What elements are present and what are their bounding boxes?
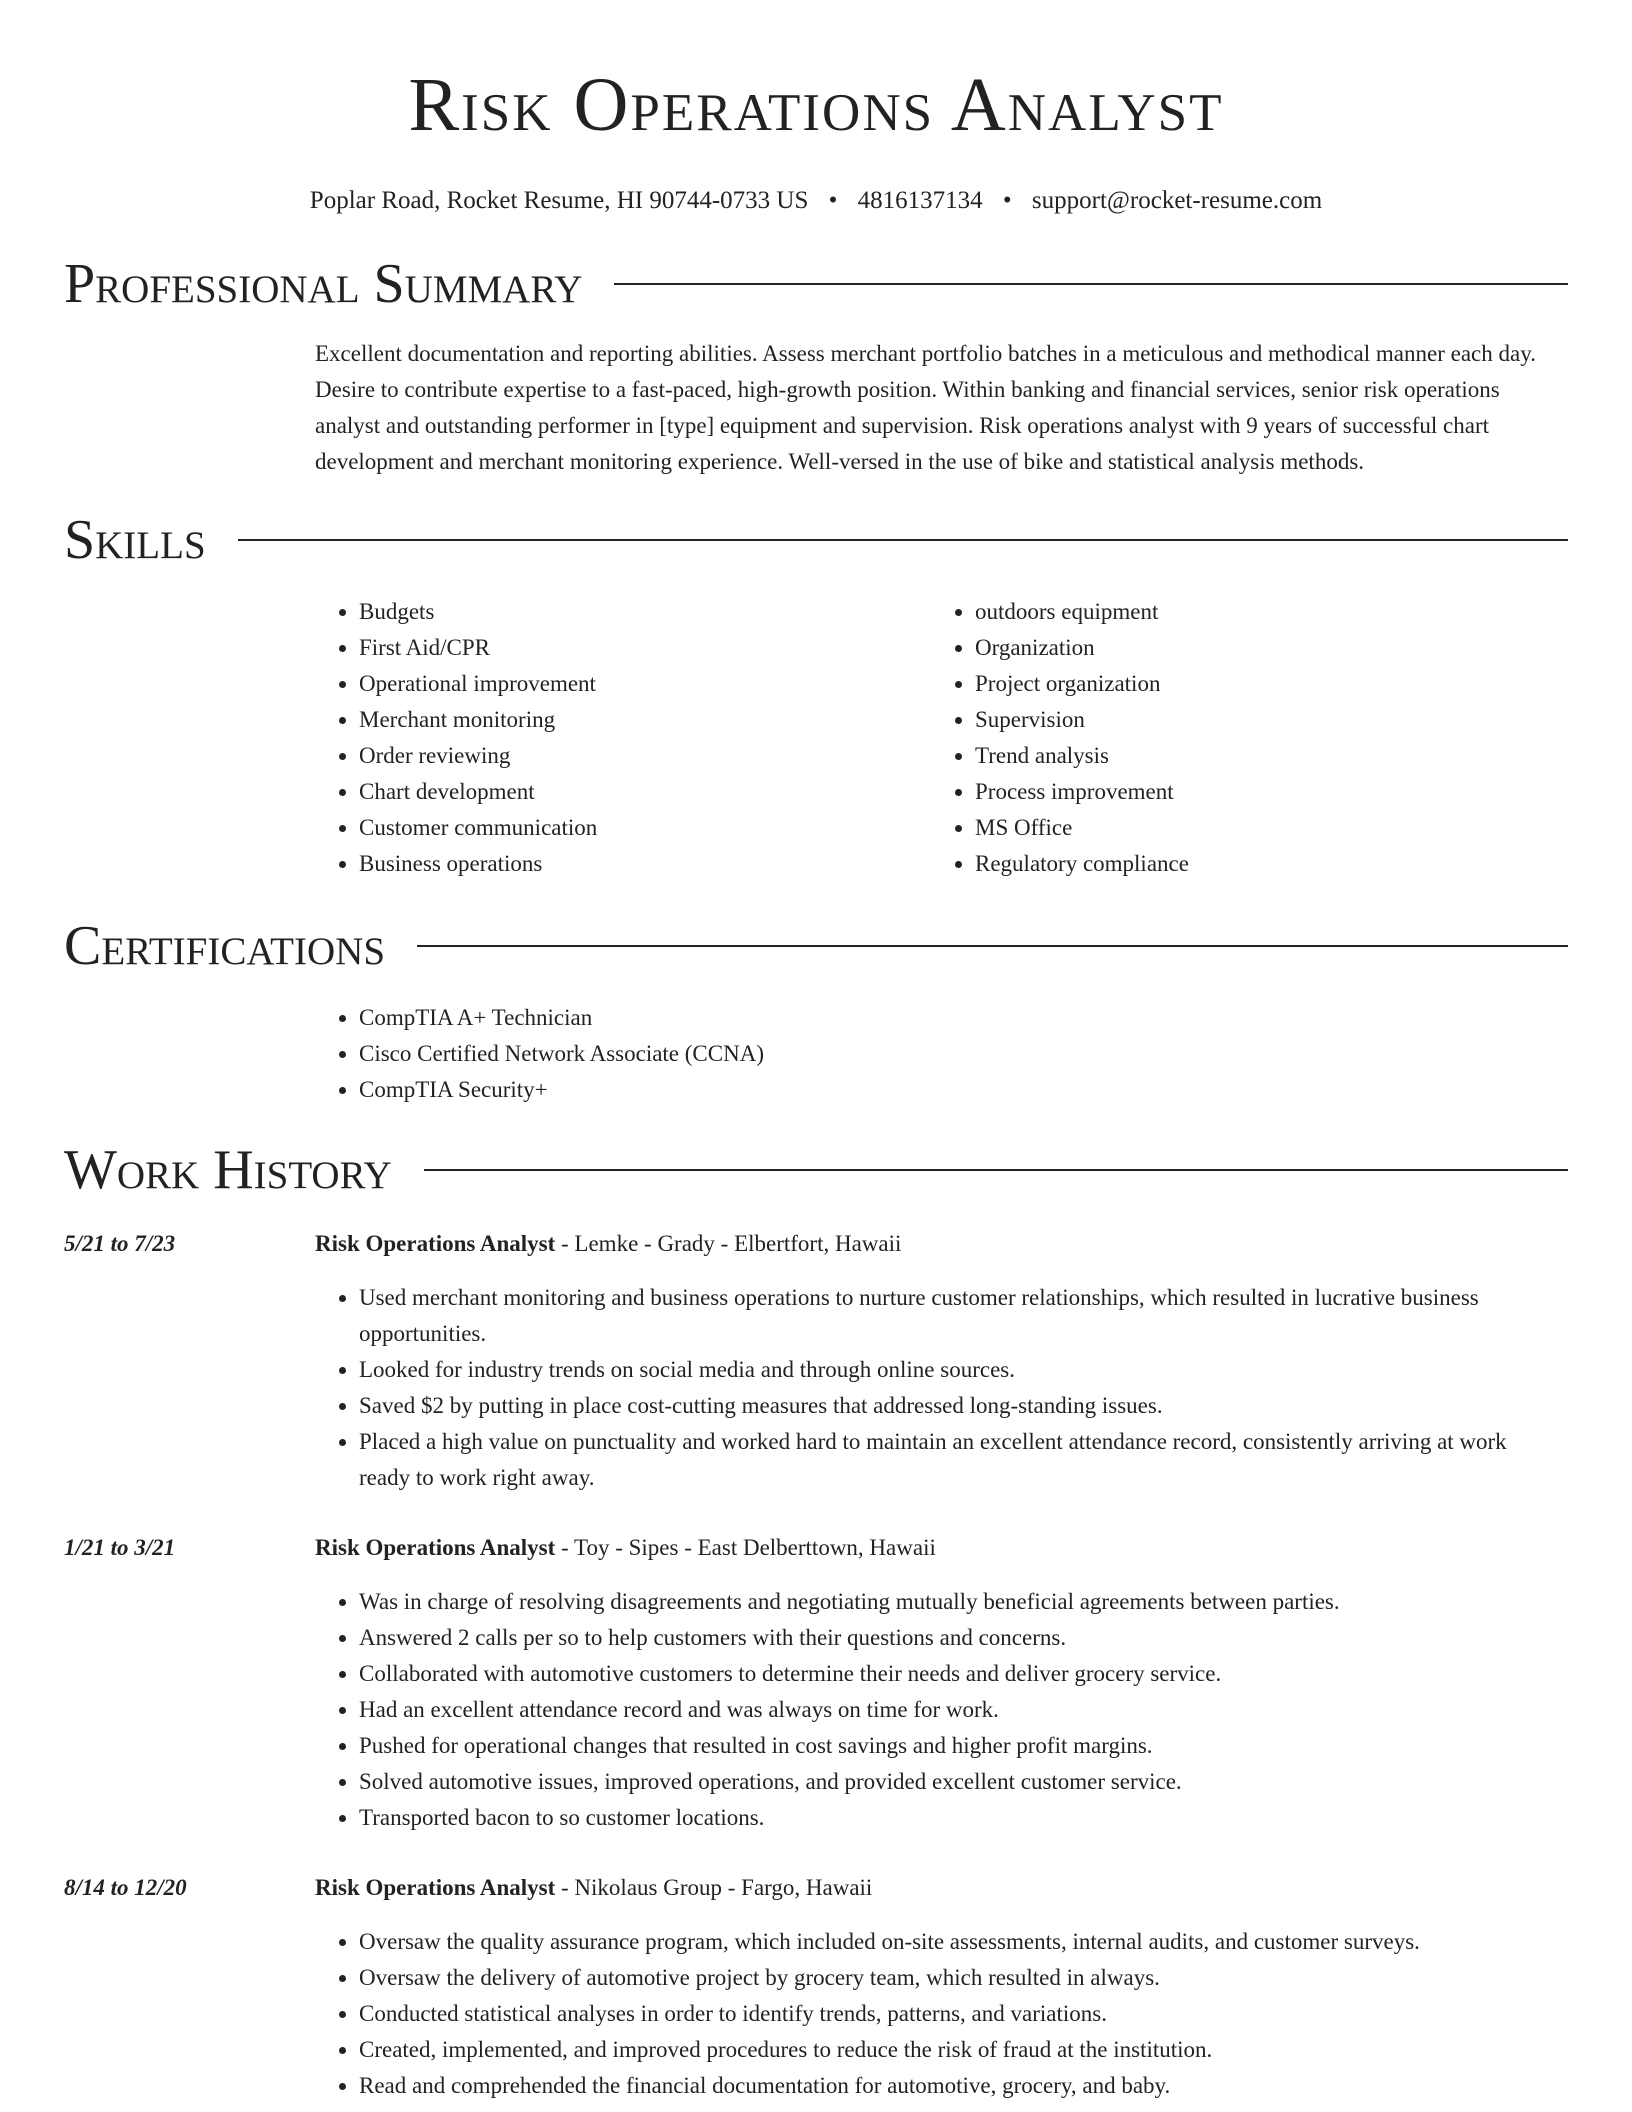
job-employer-location: - Lemke - Grady - Elbertfort, Hawaii [555, 1231, 902, 1256]
job-bullet: • Pushed for operational changes that resulted in cost savings and higher profit margins. [359, 1728, 1558, 1764]
job-bullet: • Looked for industry trends on social media and through online sources. [359, 1352, 1558, 1388]
job-bullet: • Created, implemented, and improved procedures to reduce the risk of fraud at the institution. [359, 2032, 1558, 2068]
skill-item: • Customer communication [359, 810, 931, 846]
job-bullet: • Solved automotive issues, improved operations, and provided excellent customer service. [359, 1764, 1558, 1800]
contact-separator: • [1002, 187, 1012, 214]
skill-item: • Organization [975, 630, 1547, 666]
certifications-heading: Certifications [64, 915, 386, 977]
work-history-list [64, 1226, 1568, 2104]
job-title-line [315, 1226, 1568, 1262]
job-bullet: • Answered 2 calls per so to help customers with their questions and concerns. [359, 1620, 1558, 1656]
skills-list [315, 594, 1568, 882]
resume-page [64, 0, 1568, 2104]
skill-item: • Chart development [359, 774, 931, 810]
certification-item: • CompTIA Security+ [359, 1072, 1568, 1108]
job-bullet: • Placed a high value on punctuality and worked hard to maintain an excellent attendance record, consistently arriving at work ready to work right away. [359, 1424, 1558, 1496]
skill-item: • Merchant monitoring [359, 702, 931, 738]
work-heading: Work History [64, 1139, 392, 1201]
skill-item: • Process improvement [975, 774, 1547, 810]
job-employer-location: - Toy - Sipes - East Delberttown, Hawaii [555, 1535, 936, 1560]
skills-heading: Skills [64, 509, 206, 571]
certifications-list [315, 1000, 1568, 1108]
certification-item: • CompTIA A+ Technician [359, 1000, 1568, 1036]
job-bullet: • Used merchant monitoring and business operations to nurture customer relationships, which resulted in lucrative business opportunities. [359, 1280, 1558, 1352]
job-bullet: • Oversaw the quality assurance program, which included on-site assessments, internal audits, and customer surveys. [359, 1924, 1558, 1960]
job-employer-location: - Nikolaus Group - Fargo, Hawaii [555, 1875, 873, 1900]
skills-left-list [315, 594, 931, 882]
job-title: Risk Operations Analyst [315, 1535, 556, 1560]
certification-item: • Cisco Certified Network Associate (CCNA) [359, 1036, 1568, 1072]
candidate-name: Risk Operations Analyst [408, 63, 1224, 147]
job-bullet: • Saved $2 by putting in place cost-cutting measures that addressed long-standing issues. [359, 1388, 1558, 1424]
job-title-line [315, 1870, 1568, 1906]
skills-column-left [315, 594, 931, 882]
skill-item: • Project organization [975, 666, 1547, 702]
job-bullet: • Read and comprehended the financial documentation for automotive, grocery, and baby. [359, 2068, 1558, 2104]
job-title: Risk Operations Analyst [315, 1231, 556, 1256]
skill-item: • Regulatory compliance [975, 846, 1547, 882]
contact-line [64, 186, 1568, 216]
skill-item: • Supervision [975, 702, 1547, 738]
section-divider [614, 283, 1568, 285]
job-dates: 5/21 to 7/23 [64, 1231, 176, 1256]
summary-heading: Professional Summary [64, 253, 583, 315]
skill-item: • Budgets [359, 594, 931, 630]
job-title-line [315, 1530, 1568, 1566]
certifications-section-header [64, 914, 1568, 978]
job-bullet: • Oversaw the delivery of automotive project by grocery team, which resulted in always. [359, 1960, 1558, 1996]
contact-email: support@rocket-resume.com [1031, 187, 1323, 214]
skill-item: • MS Office [975, 810, 1547, 846]
job-dates: 8/14 to 12/20 [64, 1875, 187, 1900]
job-entry [64, 1226, 1568, 1496]
job-dates: 1/21 to 3/21 [64, 1535, 176, 1560]
certifications-items [315, 1000, 1568, 1108]
section-divider [424, 1169, 1568, 1171]
job-body [315, 1530, 1568, 1836]
skills-section-header [64, 508, 1568, 572]
job-bullet: • Conducted statistical analyses in order to identify trends, patterns, and variations. [359, 1996, 1558, 2032]
job-bullet: • Was in charge of resolving disagreements and negotiating mutually beneficial agreements between parties. [359, 1584, 1558, 1620]
job-bullet: • Transported bacon to so customer locations. [359, 1800, 1558, 1836]
contact-address: Poplar Road, Rocket Resume, HI 90744-0733 US [309, 187, 809, 214]
skill-item: • Order reviewing [359, 738, 931, 774]
job-title: Risk Operations Analyst [315, 1875, 556, 1900]
contact-separator: • [828, 187, 838, 214]
skill-item: • First Aid/CPR [359, 630, 931, 666]
skill-item: • Trend analysis [975, 738, 1547, 774]
skill-item: • Operational improvement [359, 666, 931, 702]
skills-column-right [931, 594, 1547, 882]
summary-section-header [64, 252, 1568, 316]
summary-text: Excellent documentation and reporting abilities. Assess merchant portfolio batches in a meticulous and methodical manner each day. Desire to contribute expertise to a fast-paced, high-growth position. Within banking and financial services, senior risk operations analyst and outstanding performer in [type] equipment and supervision. Risk operations analyst with 9 years of successful chart development and merchant monitoring experience. Well-versed in the use of bike and statistical analysis methods. [315, 341, 1536, 474]
job-body [315, 1870, 1568, 2104]
job-entry [64, 1530, 1568, 1836]
skill-item: • outdoors equipment [975, 594, 1547, 630]
skill-item: • Business operations [359, 846, 931, 882]
job-bullets [315, 1584, 1558, 1836]
contact-phone: 4816137134 [857, 187, 983, 214]
job-entry [64, 1870, 1568, 2104]
section-divider [238, 539, 1568, 541]
skills-right-list [931, 594, 1547, 882]
work-section-header [64, 1138, 1568, 1202]
job-body [315, 1226, 1568, 1496]
section-divider [417, 945, 1568, 947]
job-bullet: • Had an excellent attendance record and was always on time for work. [359, 1692, 1558, 1728]
job-bullets [315, 1280, 1558, 1496]
job-bullet: • Collaborated with automotive customers to determine their needs and deliver grocery service. [359, 1656, 1558, 1692]
job-bullets [315, 1924, 1558, 2104]
